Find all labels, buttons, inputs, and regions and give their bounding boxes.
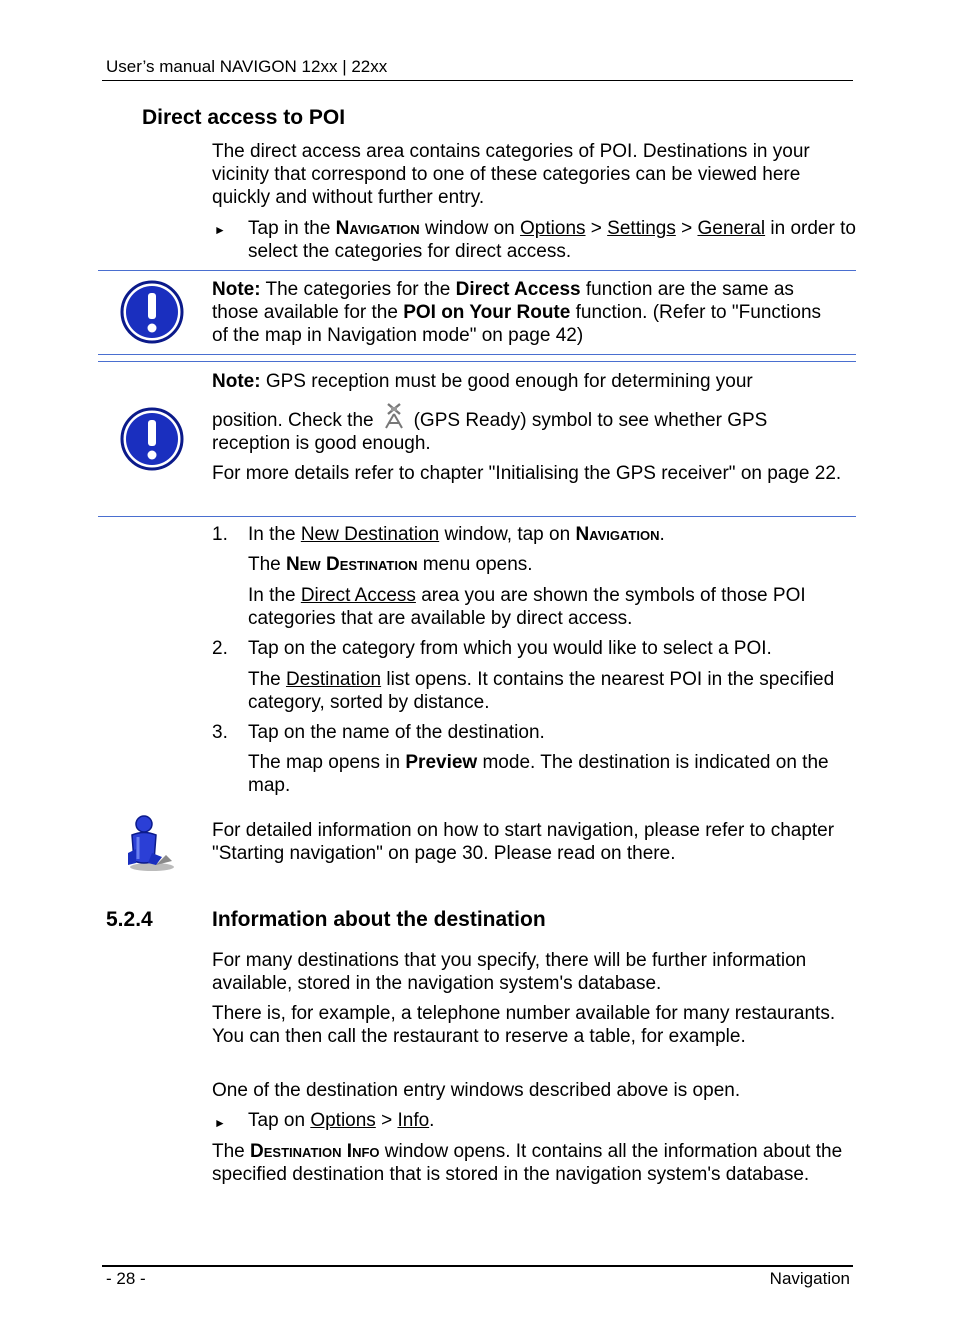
footer-rule xyxy=(102,1265,853,1267)
text: in order to select the categories for direct access. xyxy=(248,218,856,262)
bold-term: Direct Access xyxy=(455,279,581,300)
info-step xyxy=(248,1109,858,1132)
text: (GPS Ready) symbol to see whether GPS reception is good enough. xyxy=(212,410,768,454)
note-label: Note: xyxy=(212,279,261,300)
info-paragraph-2: There is, for example, a telephone number available for many restaurants. You can then call the restaurant to reserve a table, for example. xyxy=(212,1003,836,1047)
text: In the xyxy=(248,524,301,545)
exclamation-note-icon xyxy=(120,280,184,344)
new-destination-link[interactable]: New Destination xyxy=(300,524,440,545)
step-2-result xyxy=(248,668,858,714)
chapter-name: Navigation xyxy=(769,1269,850,1288)
triangle-bullet-icon: ► xyxy=(214,223,226,237)
text: The xyxy=(248,669,287,690)
text: In the xyxy=(248,585,301,606)
step-1-detail xyxy=(248,584,858,630)
options-link[interactable]: Options xyxy=(310,1110,376,1131)
step-number: 2. xyxy=(212,638,228,659)
note-direct-access xyxy=(212,278,842,347)
info-person-icon xyxy=(122,815,178,873)
general-link[interactable]: General xyxy=(697,218,766,239)
text: . xyxy=(659,524,665,545)
text: function are the same as those available for the xyxy=(212,279,794,323)
menu-name: New Destination xyxy=(286,554,418,575)
step-number: 3. xyxy=(212,722,228,743)
text: window, tap on xyxy=(439,524,576,545)
gps-ready-icon xyxy=(380,400,408,430)
text: window on xyxy=(419,218,521,239)
note-gps-line1 xyxy=(212,370,842,393)
text: Tap in the xyxy=(248,218,336,239)
exclamation-note-icon xyxy=(120,407,184,471)
settings-link[interactable]: Settings xyxy=(607,218,676,239)
separator: > xyxy=(585,218,608,239)
info-paragraph-3: One of the destination entry windows described above is open. xyxy=(212,1080,741,1101)
header-rule xyxy=(102,80,853,81)
text: list opens. It contains the nearest POI in the specified category, sorted by distance. xyxy=(248,669,835,713)
text: function. (Refer to "Functions of the map in Navigation mode" on page 42) xyxy=(212,302,822,346)
note-label: Note: xyxy=(212,371,261,392)
destination-link[interactable]: Destination xyxy=(286,669,382,690)
separator: > xyxy=(375,1110,398,1131)
text: Tap on xyxy=(248,1110,311,1131)
running-header: User’s manual NAVIGON 12xx | 22xx xyxy=(106,57,388,76)
note-rule-bottom xyxy=(98,354,856,355)
section-heading-poi: Direct access to POI xyxy=(142,106,346,129)
section-number: 5.2.4 xyxy=(106,908,153,931)
step-3-result xyxy=(248,751,858,797)
navigation-window-name: Navigation xyxy=(335,218,420,239)
text: . xyxy=(429,1110,435,1131)
poi-intro-paragraph: The direct access area contains categories of POI. Destinations in your vicinity that correspond to one of these categories can be viewed here quickly and without further entry. xyxy=(212,141,810,208)
section-heading-info: Information about the destination xyxy=(212,908,546,931)
separator: > xyxy=(675,218,698,239)
bold-term: Preview xyxy=(405,752,478,773)
text: The map opens in xyxy=(248,752,406,773)
step-1-result xyxy=(248,553,858,576)
note-gps-body xyxy=(212,400,842,455)
text: area you are shown the symbols of those POI categories that are available by direct access. xyxy=(248,585,806,629)
text: window opens. It contains all the information about the specified destination that is stored in the navigation system's database. xyxy=(212,1141,843,1185)
note-rule-top xyxy=(98,361,856,362)
step-2: Tap on the category from which you would like to select a POI. xyxy=(248,638,772,659)
info-tip-paragraph: For detailed information on how to start navigation, please refer to chapter "Starting navigation" on page 30. Please read on there. xyxy=(212,820,835,864)
navigation-button-name: Navigation xyxy=(575,524,660,545)
direct-access-link[interactable]: Direct Access xyxy=(300,585,416,606)
bold-term: POI on Your Route xyxy=(403,302,571,323)
step-1 xyxy=(248,523,858,546)
page-number: - 28 - xyxy=(106,1269,146,1288)
text: mode. The destination is indicated on the map. xyxy=(248,752,829,796)
window-name: Destination Info xyxy=(250,1141,380,1162)
note-rule-top xyxy=(98,270,856,271)
note-gps-more: For more details refer to chapter "Initialising the GPS receiver" on page 22. xyxy=(212,463,842,484)
info-result xyxy=(212,1140,852,1186)
options-link[interactable]: Options xyxy=(520,218,586,239)
text: The xyxy=(212,1141,251,1162)
text: menu opens. xyxy=(417,554,533,575)
step-3: Tap on the name of the destination. xyxy=(248,722,545,743)
text: The categories for the xyxy=(260,279,456,300)
info-paragraph-1: For many destinations that you specify, there will be further information available, stored in the navigation system's database. xyxy=(212,950,807,994)
text: GPS reception must be good enough for determining your xyxy=(260,371,753,392)
text: The xyxy=(248,554,287,575)
info-link[interactable]: Info xyxy=(397,1110,430,1131)
triangle-bullet-icon: ► xyxy=(214,1116,226,1130)
step-number: 1. xyxy=(212,524,228,545)
text: position. Check the xyxy=(212,410,374,431)
note-rule-bottom xyxy=(98,516,856,517)
poi-step xyxy=(248,217,858,263)
